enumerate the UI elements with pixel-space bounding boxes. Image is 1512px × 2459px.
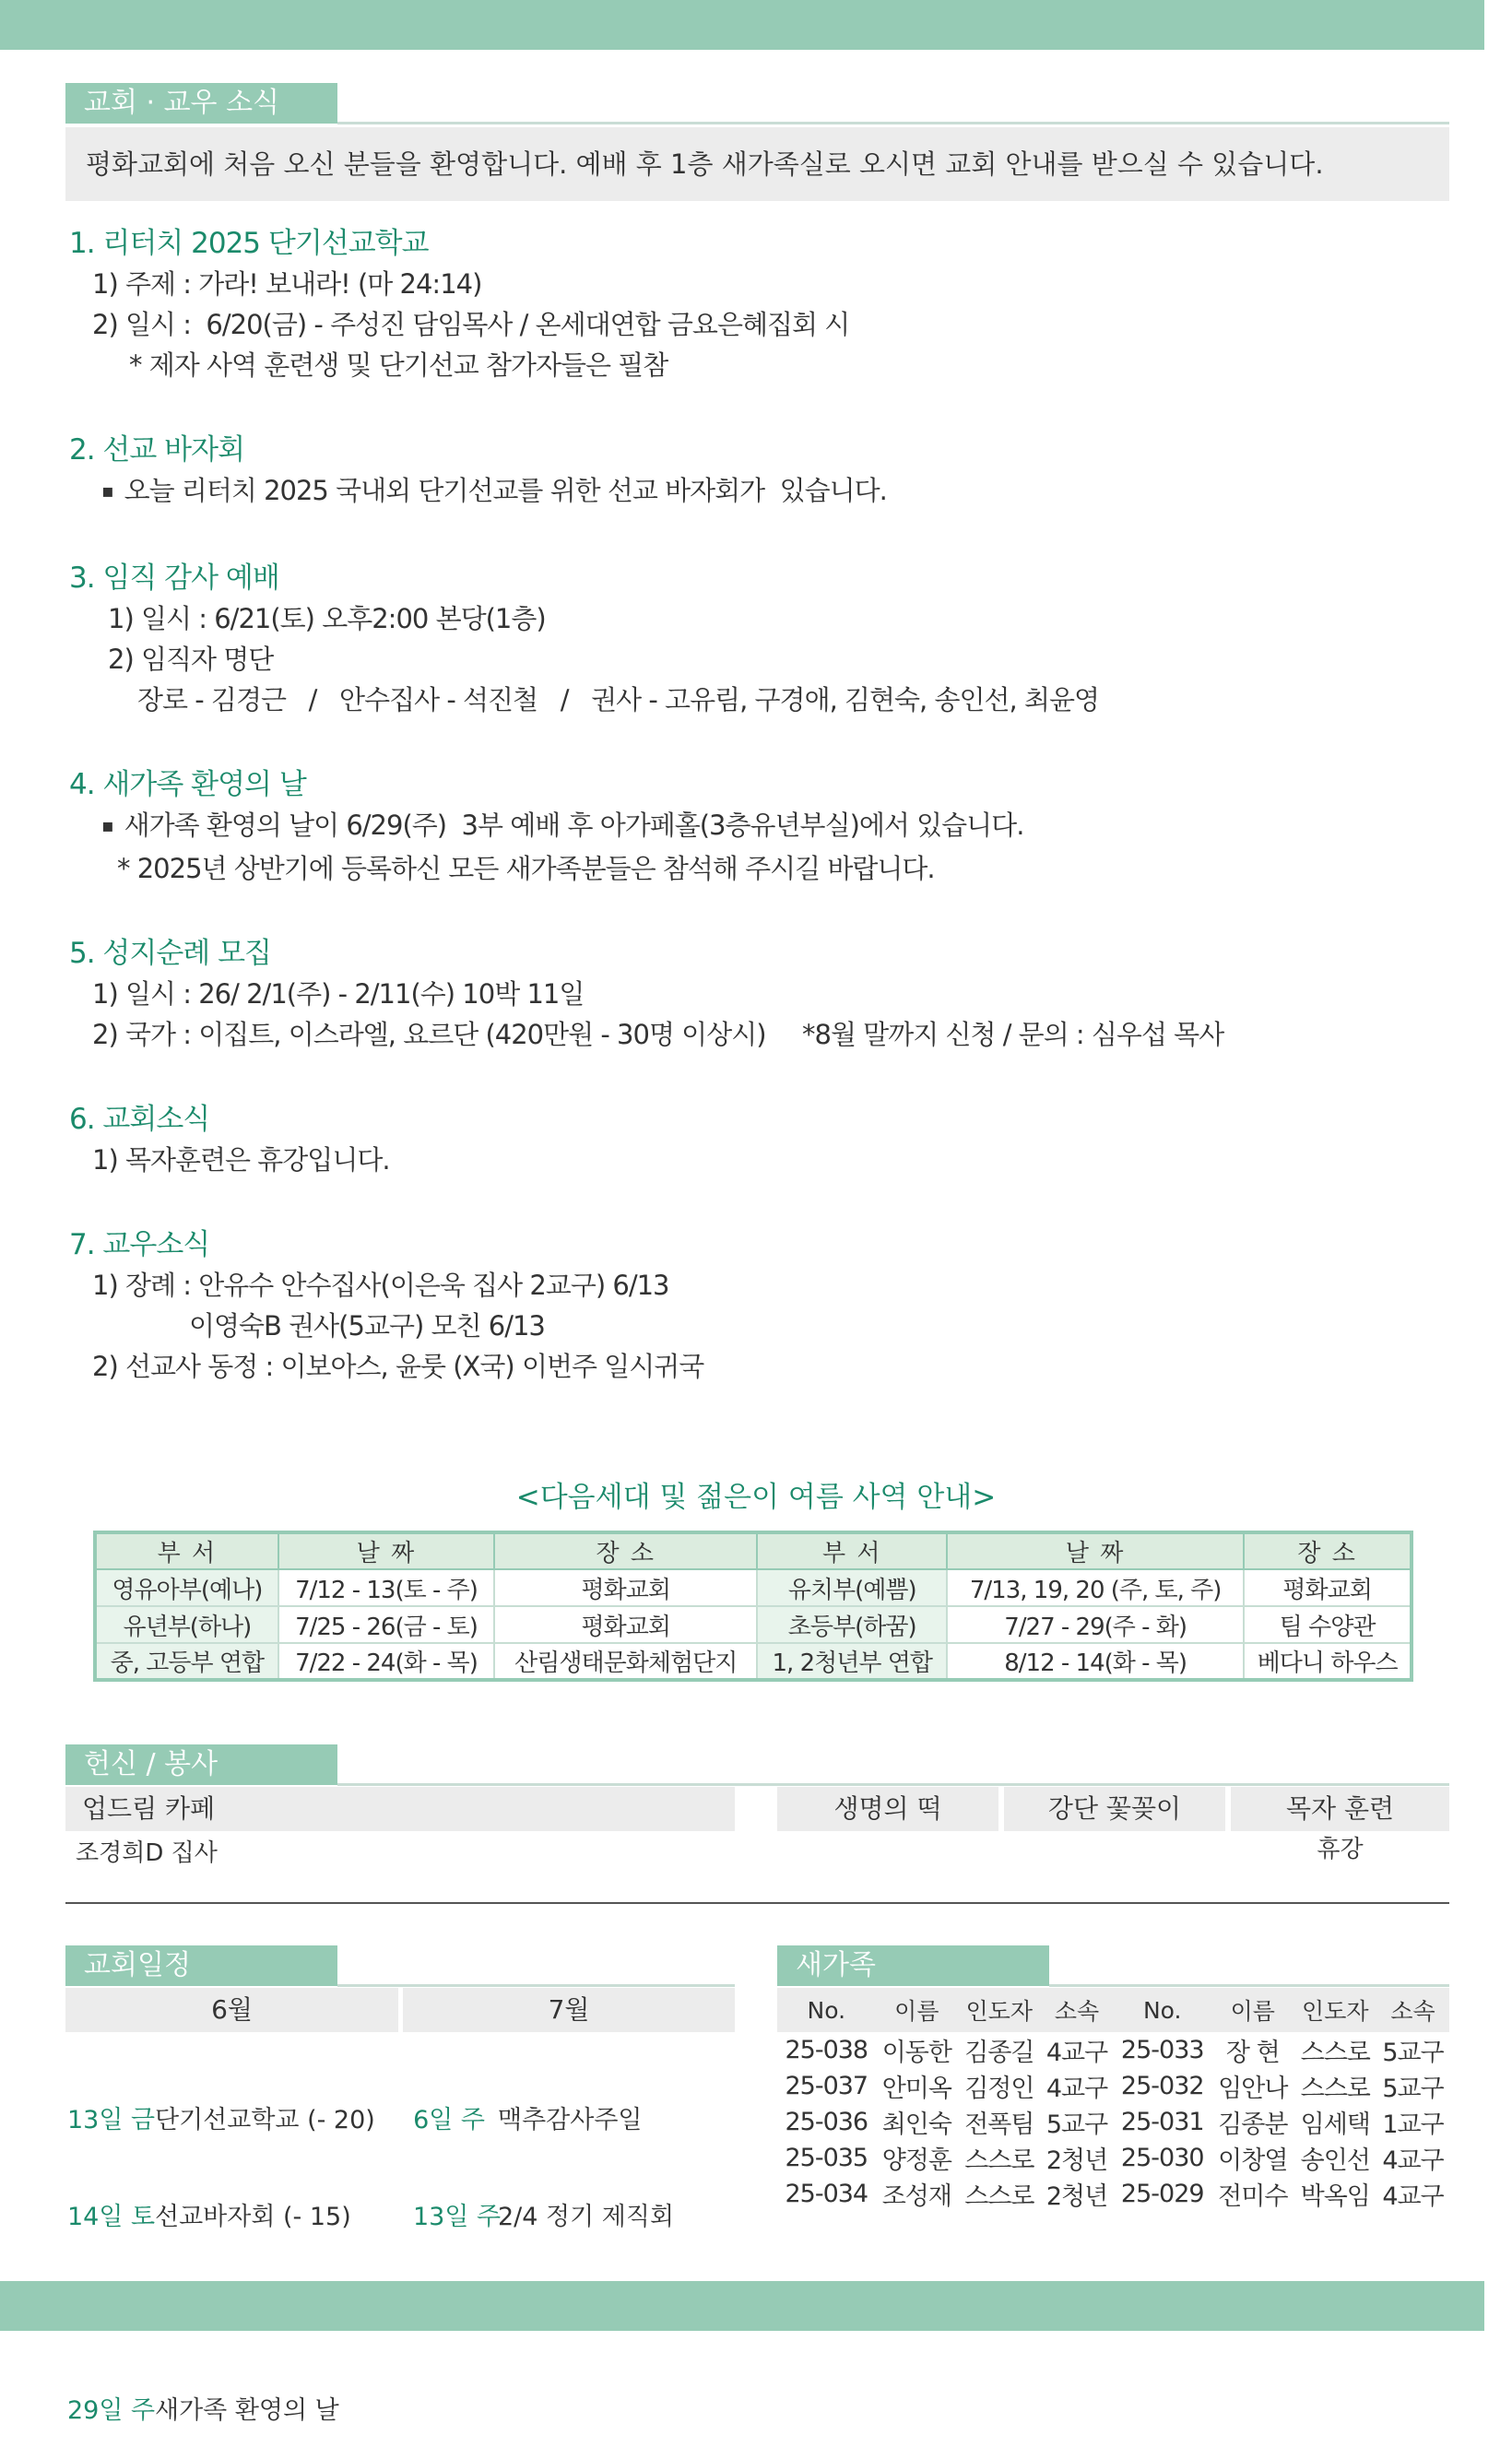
summer-ministry-title: <다음세대 및 젊은이 여름 사역 안내> [515, 1481, 997, 1514]
news-line: ▪ 새가족 환영의 날이 6/29(주) 3부 예배 후 아가페홀(3층유년부실)에서 있습니다. [69, 805, 1452, 848]
column-header: 부 서 [757, 1532, 947, 1569]
table-cell: 25-029 [1120, 2180, 1204, 2208]
cafe-value: 조경희D 집사 [76, 1839, 218, 1867]
table-cell: 4교구 [1045, 2039, 1108, 2067]
divider [337, 122, 1449, 124]
table-row [95, 1606, 1412, 1643]
news-note: *8월 말까지 신청 / 문의 : 심우섭 목사 [802, 1019, 1224, 1050]
column-header: 소속 [1376, 1988, 1449, 2032]
table-cell: 조성재 [881, 2182, 951, 2211]
new-family-section-title: 새가족 [777, 1945, 1049, 1986]
news-item [69, 1224, 1452, 1387]
table-cell: 5교구 [1045, 2110, 1108, 2139]
table-cell: 4교구 [1382, 2182, 1444, 2211]
month-june-header: 6월 [65, 1988, 398, 2032]
column-header: 이름 [876, 1988, 958, 2032]
table-row [95, 1643, 1412, 1680]
news-line: 1) 일시 : 26/ 2/1(주) - 2/11(수) 10박 11일 [92, 978, 585, 1010]
top-band [0, 0, 1484, 50]
table-cell: 7/22 - 24(화 - 목) [278, 1643, 494, 1680]
table-cell: 4교구 [1382, 2146, 1444, 2175]
news-line: 2) 선교사 동정 : 이보아스, 윤룻 (X국) 이번주 일시귀국 [92, 1351, 704, 1382]
flower-header: 강단 꽃꽂이 [1004, 1787, 1225, 1831]
table-cell: 임안나 [1218, 2075, 1288, 2103]
table-cell: 25-034 [785, 2180, 868, 2208]
table-cell: 평화교회 [494, 1569, 757, 1606]
table-row [777, 2176, 1449, 2212]
divider [65, 1902, 1449, 1904]
news-item [69, 430, 1452, 514]
table-row [777, 2068, 1449, 2104]
news-line: * 제자 사역 훈련생 및 단기선교 참가자들은 필참 [129, 349, 668, 381]
table-cell: 5교구 [1382, 2075, 1444, 2103]
summer-ministry-table [93, 1531, 1413, 1682]
news-item-title: 5. 성지순례 모집 [69, 937, 271, 970]
table-cell: 2청년 [1045, 2182, 1108, 2211]
news-item [69, 764, 1452, 889]
column-header: No. [777, 1988, 876, 2032]
table-cell: 8/12 - 14(화 - 목) [947, 1643, 1244, 1680]
bread-header: 생명의 떡 [777, 1787, 998, 1831]
divider [337, 1984, 735, 1987]
news-section-title: 교회 · 교우 소식 [65, 83, 337, 124]
table-cell: 스스로 [1300, 2039, 1370, 2067]
table-cell: 스스로 [1300, 2075, 1370, 2103]
divider [1049, 1984, 1449, 1987]
table-header-row [95, 1532, 1412, 1569]
news-item-title: 7. 교우소식 [69, 1228, 210, 1261]
table-cell: 베다니 하우스 [1244, 1643, 1412, 1680]
news-line: ▪ 오늘 리터치 2025 국내외 단기선교를 위한 선교 바자회가 있습니다. [69, 470, 1452, 514]
welcome-banner: 평화교회에 처음 오신 분들을 환영합니다. 예배 후 1층 새가족실로 오시면 교회 안내를 받으실 수 있습니다. [65, 127, 1449, 201]
table-cell: 1교구 [1382, 2110, 1444, 2139]
schedule-section-title: 교회일정 [65, 1945, 337, 1986]
table-cell: 25-033 [1120, 2036, 1204, 2064]
column-header: 인도자 [1294, 1988, 1376, 2032]
table-cell: 전미수 [1218, 2182, 1288, 2211]
table-row [777, 2140, 1449, 2176]
table-cell: 25-032 [1120, 2072, 1204, 2100]
column-header: 날 짜 [278, 1532, 494, 1569]
table-cell: 유치부(예쁨) [757, 1569, 947, 1606]
table-cell: 양정훈 [881, 2146, 951, 2175]
column-header: No. [1113, 1988, 1211, 2032]
table-cell: 평화교회 [1244, 1569, 1412, 1606]
news-line: 2) 국가 : 이집트, 이스라엘, 요르단 (420만원 - 30명 이상시) *8월 말까지 신청 / 문의 : 심우섭 목사 [69, 1014, 1452, 1055]
news-item [69, 223, 1452, 385]
training-header: 목자 훈련 [1231, 1787, 1449, 1831]
table-cell: 스스로 [964, 2182, 1034, 2211]
table-cell: 팀 수양관 [1244, 1606, 1412, 1643]
table-cell: 5교구 [1382, 2039, 1444, 2067]
table-cell: 25-035 [785, 2144, 868, 2172]
column-header: 인도자 [958, 1988, 1040, 2032]
service-section-title: 헌신 / 봉사 [65, 1744, 337, 1785]
table-row [777, 2032, 1449, 2068]
table-cell: 25-038 [785, 2036, 868, 2064]
table-cell: 장 현 [1225, 2039, 1280, 2067]
table-cell: 박옥임 [1300, 2182, 1370, 2211]
news-line: 1) 장례 : 안유수 안수집사(이은욱 집사 2교구) 6/13 [92, 1270, 669, 1301]
table-cell: 7/27 - 29(주 - 화) [947, 1606, 1244, 1643]
cafe-header: 업드림 카페 [65, 1787, 735, 1831]
table-cell: 초등부(하꿈) [757, 1606, 947, 1643]
divider [337, 1783, 1449, 1786]
news-line: 1) 일시 : 6/21(토) 오후2:00 본당(1층) [108, 603, 546, 634]
table-cell: 송인선 [1300, 2146, 1370, 2175]
training-value: 휴강 [1317, 1836, 1364, 1863]
table-cell: 25-036 [785, 2108, 868, 2136]
column-header: 장 소 [494, 1532, 757, 1569]
table-cell: 7/13, 19, 20 (주, 토, 주) [947, 1569, 1244, 1606]
news-item-title: 4. 새가족 환영의 날 [69, 768, 306, 801]
table-cell: 김종분 [1218, 2110, 1288, 2139]
bottom-band [0, 2281, 1484, 2331]
table-cell: 스스로 [964, 2146, 1034, 2175]
table-cell: 1, 2청년부 연합 [757, 1643, 947, 1680]
table-header-row [777, 1988, 1449, 2032]
table-cell: 김정인 [964, 2075, 1034, 2103]
table-cell: 중, 고등부 연합 [95, 1643, 278, 1680]
column-header: 부 서 [95, 1532, 278, 1569]
news-item [69, 558, 1452, 720]
table-cell: 임세택 [1300, 2110, 1370, 2139]
news-line: 1) 주제 : 가라! 보내라! (마 24:14) [92, 268, 482, 300]
news-item-title: 1. 리터치 2025 단기선교학교 [69, 227, 429, 260]
table-cell: 25-031 [1120, 2108, 1204, 2136]
table-cell: 25-037 [785, 2072, 868, 2100]
table-cell: 이동한 [881, 2039, 951, 2067]
table-cell: 유년부(하나) [95, 1606, 278, 1643]
news-line: 이영숙B 권사(5교구) 모친 6/13 [189, 1310, 545, 1342]
schedule-item: 6일 주 맥추감사주일 [413, 2106, 643, 2134]
june-schedule [67, 2039, 375, 2459]
table-cell: 전폭팀 [964, 2110, 1034, 2139]
table-cell: 25-030 [1120, 2144, 1204, 2172]
table-row [777, 2104, 1449, 2140]
news-line: 2) 일시 : 6/20(금) - 주성진 담임목사 / 온세대연합 금요은혜집회 시 [92, 309, 850, 340]
news-line: 2) 임직자 명단 [108, 644, 274, 675]
column-header: 날 짜 [947, 1532, 1244, 1569]
july-schedule [413, 2039, 674, 2265]
column-header: 이름 [1211, 1988, 1293, 2032]
table-row [95, 1569, 1412, 1606]
news-list [69, 223, 1452, 1431]
column-header: 소속 [1041, 1988, 1114, 2032]
table-cell: 김종길 [964, 2039, 1034, 2067]
table-cell: 7/12 - 13(토 - 주) [278, 1569, 494, 1606]
schedule-item: 13일 주2/4 정기 제직회 [413, 2203, 675, 2231]
news-item [69, 933, 1452, 1055]
table-cell: 최인숙 [881, 2110, 951, 2139]
news-line: 1) 목자훈련은 휴강입니다. [92, 1144, 390, 1176]
table-cell: 7/25 - 26(금 - 토) [278, 1606, 494, 1643]
schedule-item: 13일 금단기선교학교 (- 20) [67, 2106, 375, 2134]
table-cell: 산림생태문화체험단지 [494, 1643, 757, 1680]
schedule-item: 14일 토선교바자회 (- 15) [67, 2203, 351, 2231]
news-item-title: 3. 임직 감사 예배 [69, 562, 279, 595]
table-cell: 2청년 [1045, 2146, 1108, 2175]
news-item-title: 2. 선교 바자회 [69, 433, 245, 467]
month-july-header: 7월 [403, 1988, 735, 2032]
column-header: 장 소 [1244, 1532, 1412, 1569]
news-line: * 2025년 상반기에 등록하신 모든 새가족분들은 참석해 주시길 바랍니다. [117, 853, 935, 884]
news-item-title: 6. 교회소식 [69, 1103, 210, 1136]
new-family-table [777, 1988, 1449, 2212]
table-cell: 이창열 [1218, 2146, 1288, 2175]
news-item [69, 1099, 1452, 1180]
news-line: 장로 - 김경근 / 안수집사 - 석진철 / 권사 - 고유림, 구경애, 김현숙, 송인선, 최윤영 [137, 684, 1100, 715]
table-cell: 안미옥 [881, 2075, 951, 2103]
schedule-item: 29일 주새가족 환영의 날 [67, 2396, 339, 2425]
table-cell: 영유아부(예나) [95, 1569, 278, 1606]
table-cell: 4교구 [1045, 2075, 1108, 2103]
table-cell: 평화교회 [494, 1606, 757, 1643]
